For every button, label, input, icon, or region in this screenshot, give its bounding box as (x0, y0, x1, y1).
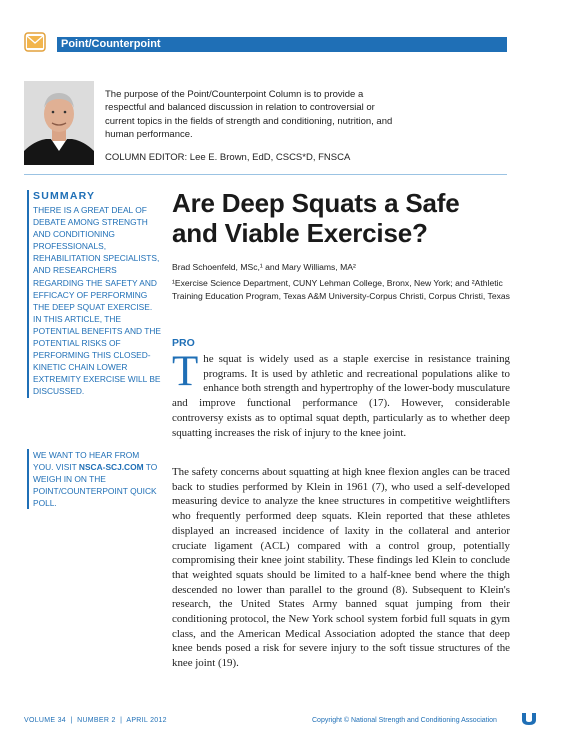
summary-sidebar (27, 190, 161, 398)
article-title: Are Deep Squats a Safe and Viable Exercise? (172, 188, 460, 248)
section-label: Point/Counterpoint (61, 38, 161, 50)
summary-heading: SUMMARY (33, 190, 96, 202)
pro-section-label: PRO (172, 337, 195, 349)
quick-poll-callout (27, 449, 161, 509)
issue-info: VOLUME 34 | NUMBER 2 | APRIL 2012 (24, 717, 167, 724)
editor-photo (24, 81, 94, 165)
body-paragraph-1 (172, 348, 510, 440)
paragraph-1-text: he squat is widely used as a staple exercise in resistance training programs. It is used by athletic and recreational populations alike to enhance both strength and hypertrophy of the lower-body musculature and improve functional performance (17). However, considerable controversy exists as to optimal squat depth, particularly as to whether deep squatting increases the risk of injury to the knee joint. (172, 353, 510, 439)
mail-icon (24, 31, 46, 53)
intro-divider (24, 174, 507, 175)
summary-text: THERE IS A GREAT DEAL OF DEBATE AMONG STRENGTH AND CONDITIONING PROFESSIONALS, REHABILITATION SPECIALISTS, AND RESEARCHERS REGARDING THE SAFETY AND EFFICACY OF PERFORMING THE DEEP SQUAT EXERCISE. IN THIS ARTICLE, THE POTENTIAL BENEFITS AND THE POTENTIAL RISKS OF PERFORMING THIS CLOSED-KINETIC CHAIN LOWER EXTREMITY EXERCISE WILL BE DISCUSSED. (33, 205, 161, 397)
article-affiliations: ¹Exercise Science Department, CUNY Lehman College, Bronx, New York; and ²Athletic Training Education Program, Texas A&M University-Corpus Christi, Corpus Christi, Texas (172, 278, 510, 301)
article-authors: Brad Schoenfeld, MSc,¹ and Mary Williams, MA² (172, 262, 356, 272)
poll-link[interactable]: NSCA-SCJ.COM (78, 462, 144, 473)
poll-text-before: WE WANT TO HEAR FROM YOU. VISIT (33, 450, 140, 473)
column-editor: COLUMN EDITOR: Lee E. Brown, EdD, CSCS*D, FNSCA (105, 152, 351, 163)
nsca-logo-icon (521, 712, 537, 726)
column-purpose-text: The purpose of the Point/Counterpoint Column is to provide a respectful and balanced discussion in relation to controversial or current topics in the fields of strength and conditioning, nutrition, and human performance. (105, 89, 393, 140)
poll-text-after: TO WEIGH IN ON THE POINT/COUNTERPOINT QUICK POLL. (33, 462, 158, 509)
body-paragraph-2: The safety concerns about squatting at high knee flexion angles can be traced back to studies performed by Klein in 1961 (7), who used a self-developed measuring device to analyze the knee structures in competitive weightlifters who frequently performed deep squats. Klein reported that these athletes displayed an increased incidence of laxity in the collateral and anterior cruciate ligament (ACL) compared with a control group, potentially compromising their knee joint stability. These findings led Klein to conclude that weighted squats should be limited to a half-knee bend where the thigh descended no lower than parallel to the ground (8). Subsequent to Klein's research, the United States Army banned squat jumping from their conditioning protocol, the New York school system forbid full squats in gym class, and the American Medical Association adopted the stance that deep knee bends posed a risk for severe injury to the soft tissue structures of the knee joint (19). (172, 466, 510, 670)
copyright-notice: Copyright © National Strength and Conditioning Association (312, 717, 497, 724)
drop-cap: T (172, 348, 199, 395)
